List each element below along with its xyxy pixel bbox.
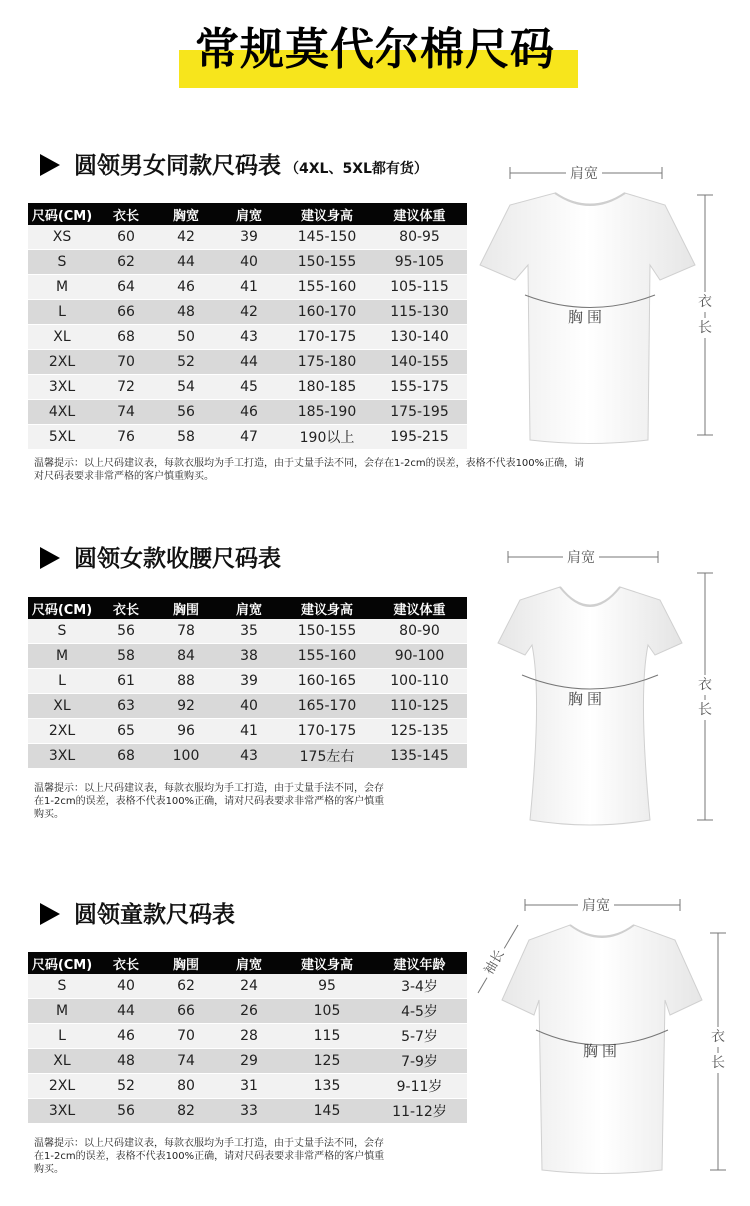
table-cell: 28 [216,1024,282,1049]
table-cell: 5-7岁 [372,1024,467,1049]
table-header-cell: 尺码(CM) [28,597,96,619]
table-cell: 2XL [28,1074,96,1099]
table-row [28,669,467,694]
section-title-text: 圆领女款收腰尺码表 [74,546,281,572]
tip-line: 在1-2cm的误差，表格不代表100%正确，请对尺码表要求非常严格的客户慎重 [34,796,385,807]
table-cell: 140-155 [372,350,467,375]
table-cell: 43 [216,325,282,350]
tip-line: 购买。 [34,809,64,820]
table-cell: 44 [96,999,156,1024]
table-cell: 175-180 [282,350,372,375]
table-cell: 43 [216,744,282,769]
table-cell: 88 [156,669,216,694]
section-title-kids [40,896,235,929]
shoulder-label: 肩宽 [563,547,599,567]
table-cell: 160-170 [282,300,372,325]
table-row [28,694,467,719]
sleeve-label: 袖长 [476,942,509,981]
table-cell: 3XL [28,1099,96,1124]
size-tip-unisex [34,457,714,483]
table-row [28,325,467,350]
tshirt-diagram-kids [470,885,745,1180]
table-row [28,1049,467,1074]
tip-line: 温馨提示：以上尺码建议表，每款衣服均为手工打造，由于丈量手法不同，会存在1-2cm的误差，表格不代表100%正确，请 [34,458,585,469]
table-header-row [28,597,467,619]
table-cell: 155-175 [372,375,467,400]
table-cell: 90-100 [372,644,467,669]
table-cell: S [28,250,96,275]
table-cell: 24 [216,974,282,999]
table-cell: 72 [96,375,156,400]
table-row [28,1024,467,1049]
table-cell: 41 [216,719,282,744]
table-cell: S [28,974,96,999]
table-cell: 110-125 [372,694,467,719]
table-cell: 66 [96,300,156,325]
table-cell: 3XL [28,744,96,769]
table-cell: 190以上 [282,425,372,450]
table-cell: 29 [216,1049,282,1074]
table-cell: 56 [96,619,156,644]
table-cell: 125 [282,1049,372,1074]
triangle-bullet-icon [40,154,60,176]
table-cell: 105 [282,999,372,1024]
table-cell: 175-195 [372,400,467,425]
table-cell: 40 [216,250,282,275]
table-cell: 80 [156,1074,216,1099]
table-cell: L [28,300,96,325]
table-cell: 33 [216,1099,282,1124]
table-cell: 60 [96,225,156,250]
triangle-bullet-icon [40,903,60,925]
table-cell: 38 [216,644,282,669]
table-cell: XL [28,1049,96,1074]
size-tip-kids [34,1137,474,1176]
table-cell: 130-140 [372,325,467,350]
table-cell: 92 [156,694,216,719]
table-cell: 68 [96,744,156,769]
table-cell: 44 [156,250,216,275]
table-header-cell: 建议体重 [372,597,467,619]
table-cell: 82 [156,1099,216,1124]
table-cell: 11-12岁 [372,1099,467,1124]
table-cell: 35 [216,619,282,644]
table-header-cell: 建议身高 [282,952,372,974]
table-cell: 42 [156,225,216,250]
table-cell: 135-145 [372,744,467,769]
table-cell: 62 [96,250,156,275]
table-cell: 155-160 [282,644,372,669]
table-row [28,619,467,644]
table-header-cell: 肩宽 [216,952,282,974]
table-cell: 78 [156,619,216,644]
table-header-cell: 建议年龄 [372,952,467,974]
chest-label: 胸围 [568,308,607,326]
table-header-cell: 衣长 [96,952,156,974]
size-table-unisex [28,203,467,450]
table-cell: 100 [156,744,216,769]
table-row [28,1074,467,1099]
length-label-bottom: 长 [698,702,712,718]
table-cell: 160-165 [282,669,372,694]
section-title-women [40,540,281,573]
table-cell: 3-4岁 [372,974,467,999]
table-cell: 47 [216,425,282,450]
length-label-top: 衣 [698,677,712,693]
table-cell: 70 [156,1024,216,1049]
table-cell: M [28,644,96,669]
table-cell: 42 [216,300,282,325]
table-cell: 46 [156,275,216,300]
table-cell: 52 [96,1074,156,1099]
page-header [0,20,750,80]
table-row [28,425,467,450]
table-cell: 48 [156,300,216,325]
table-cell: 80-95 [372,225,467,250]
section-title-unisex [40,147,428,180]
table-cell: 70 [96,350,156,375]
table-cell: 61 [96,669,156,694]
table-cell: 165-170 [282,694,372,719]
table-row [28,275,467,300]
table-cell: 39 [216,225,282,250]
table-cell: 52 [156,350,216,375]
table-cell: 26 [216,999,282,1024]
table-cell: 95 [282,974,372,999]
table-cell: 58 [96,644,156,669]
table-row [28,375,467,400]
table-cell: XL [28,325,96,350]
table-cell: 100-110 [372,669,467,694]
table-row [28,719,467,744]
table-cell: S [28,619,96,644]
section-note: （4XL、5XL都有货） [285,161,428,177]
table-header-cell: 肩宽 [216,597,282,619]
table-header-cell: 建议体重 [372,203,467,225]
table-cell: 65 [96,719,156,744]
table-header-row [28,203,467,225]
table-cell: 66 [156,999,216,1024]
table-cell: 2XL [28,350,96,375]
table-cell: 74 [96,400,156,425]
table-cell: XS [28,225,96,250]
tip-line: 温馨提示：以上尺码建议表，每款衣服均为手工打造，由于丈量手法不同，会存 [34,783,384,794]
table-cell: 56 [96,1099,156,1124]
table-cell: 125-135 [372,719,467,744]
table-row [28,250,467,275]
length-label-top: 衣 [698,294,712,310]
table-cell: M [28,999,96,1024]
table-cell: 45 [216,375,282,400]
table-cell: 56 [156,400,216,425]
table-cell: 76 [96,425,156,450]
table-cell: 80-90 [372,619,467,644]
table-cell: 64 [96,275,156,300]
table-row [28,300,467,325]
table-cell: 46 [216,400,282,425]
chest-label: 胸围 [583,1042,622,1060]
table-cell: 150-155 [282,250,372,275]
table-header-cell: 建议身高 [282,203,372,225]
table-cell: 62 [156,974,216,999]
table-cell: 4-5岁 [372,999,467,1024]
section-title-text: 圆领男女同款尺码表 [74,153,281,179]
table-row [28,644,467,669]
table-header-cell: 衣长 [96,597,156,619]
shoulder-label: 肩宽 [578,895,614,915]
page-title: 常规莫代尔棉尺码 [195,24,555,75]
table-row [28,744,467,769]
size-table-kids [28,952,467,1124]
table-cell: 115-130 [372,300,467,325]
table-cell: 96 [156,719,216,744]
table-cell: 5XL [28,425,96,450]
table-cell: 145-150 [282,225,372,250]
table-cell: L [28,1024,96,1049]
table-cell: M [28,275,96,300]
table-cell: 39 [216,669,282,694]
table-header-cell: 尺码(CM) [28,203,96,225]
table-cell: 170-175 [282,325,372,350]
table-cell: 58 [156,425,216,450]
table-cell: 40 [216,694,282,719]
table-cell: 31 [216,1074,282,1099]
table-cell: 185-190 [282,400,372,425]
table-cell: 150-155 [282,619,372,644]
table-cell: 40 [96,974,156,999]
table-cell: 180-185 [282,375,372,400]
table-cell: 9-11岁 [372,1074,467,1099]
table-cell: 105-115 [372,275,467,300]
tip-line: 在1-2cm的误差，表格不代表100%正确，请对尺码表要求非常严格的客户慎重 [34,1151,385,1162]
table-row [28,999,467,1024]
size-table-women [28,597,467,769]
table-cell: 3XL [28,375,96,400]
table-cell: XL [28,694,96,719]
table-cell: L [28,669,96,694]
table-cell: 115 [282,1024,372,1049]
table-cell: 63 [96,694,156,719]
table-cell: 175左右 [282,744,372,769]
tip-line: 购买。 [34,1164,64,1175]
table-cell: 48 [96,1049,156,1074]
table-cell: 68 [96,325,156,350]
tip-line: 温馨提示：以上尺码建议表，每款衣服均为手工打造，由于丈量手法不同，会存 [34,1138,384,1149]
table-cell: 170-175 [282,719,372,744]
size-tip-women [34,782,474,821]
table-cell: 7-9岁 [372,1049,467,1074]
table-cell: 135 [282,1074,372,1099]
table-row [28,350,467,375]
table-cell: 195-215 [372,425,467,450]
table-cell: 2XL [28,719,96,744]
table-header-cell: 肩宽 [216,203,282,225]
table-cell: 155-160 [282,275,372,300]
shoulder-label: 肩宽 [566,163,602,183]
table-cell: 84 [156,644,216,669]
length-label-top: 衣 [711,1029,725,1045]
section-title-text: 圆领童款尺码表 [74,902,235,928]
table-header-cell: 胸宽 [156,203,216,225]
table-header-cell: 胸围 [156,952,216,974]
triangle-bullet-icon [40,547,60,569]
table-cell: 50 [156,325,216,350]
table-header-cell: 衣长 [96,203,156,225]
table-cell: 46 [96,1024,156,1049]
table-cell: 41 [216,275,282,300]
length-label-bottom: 长 [698,320,712,336]
table-cell: 54 [156,375,216,400]
table-header-cell: 尺码(CM) [28,952,96,974]
table-header-row [28,952,467,974]
table-header-cell: 建议身高 [282,597,372,619]
table-row [28,974,467,999]
tip-line: 对尺码表要求非常严格的客户慎重购买。 [34,471,214,482]
length-label-bottom: 长 [711,1055,725,1071]
chest-label: 胸围 [568,690,607,708]
table-header-cell: 胸围 [156,597,216,619]
table-cell: 4XL [28,400,96,425]
table-row [28,225,467,250]
table-row [28,400,467,425]
table-cell: 95-105 [372,250,467,275]
table-cell: 74 [156,1049,216,1074]
table-row [28,1099,467,1124]
table-cell: 44 [216,350,282,375]
table-cell: 145 [282,1099,372,1124]
